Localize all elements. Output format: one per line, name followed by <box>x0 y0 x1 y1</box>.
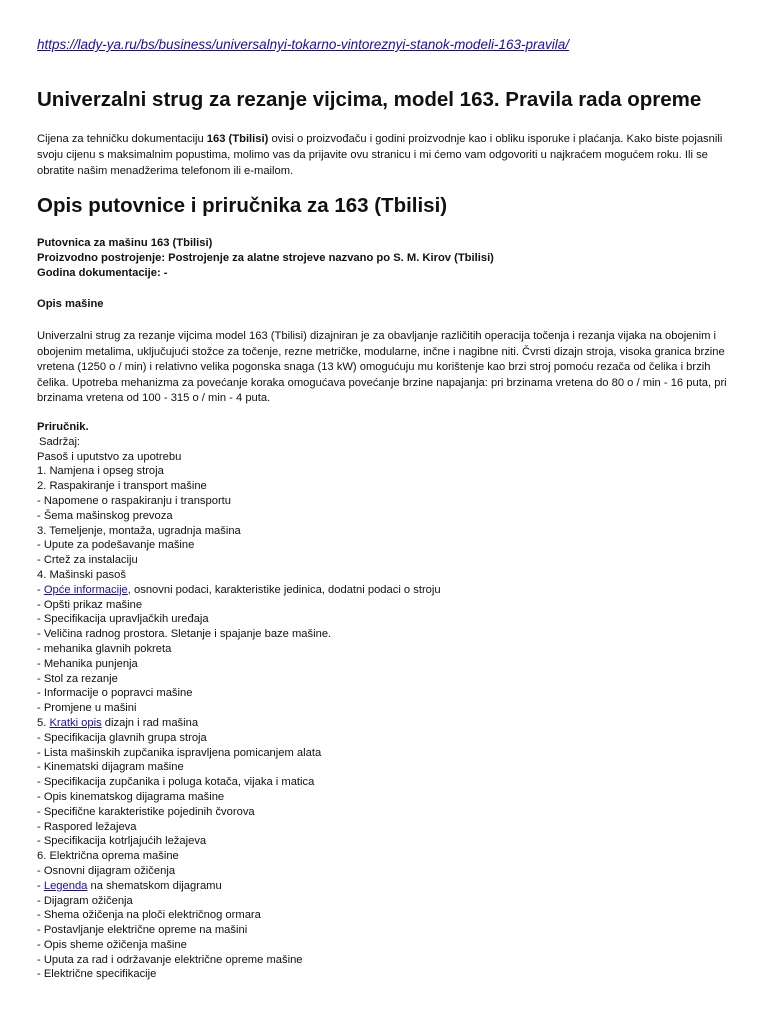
contents-item-text: 3. Temeljenje, montaža, ugradnja mašina <box>37 524 241 537</box>
contents-item <box>37 524 441 539</box>
contents-list <box>37 450 441 983</box>
contents-item <box>37 701 441 716</box>
contents-item-text: - Uputa za rad i održavanje električne opreme mašine <box>37 953 303 966</box>
machine-description-heading: Opis mašine <box>37 298 104 310</box>
contents-item-text: - Dijagram ožičenja <box>37 894 133 907</box>
contents-item-text: - Specifikacija kotrljajućih ležajeva <box>37 835 207 848</box>
contents-item <box>37 509 441 524</box>
contents-item <box>37 568 441 583</box>
contents-item <box>37 627 441 642</box>
contents-item-text: - Specifikacija upravljačkih uređaja <box>37 613 209 626</box>
contents-item-text: - Napomene o raspakiranju i transportu <box>37 494 232 507</box>
contents-item <box>37 834 441 849</box>
contents-item-text: 1. Namjena i opseg stroja <box>37 465 164 478</box>
contents-item <box>37 953 441 968</box>
contents-item <box>37 790 441 805</box>
manual-contents <box>37 420 441 982</box>
contents-item-text: - Opšti prikaz mašine <box>37 598 143 611</box>
contents-item-text: - Stol za rezanje <box>37 672 118 685</box>
machine-description: Univerzalni strug za rezanje vijcima model 163 (Tbilisi) dizajniran je za obavljanje različitih operacija točenja i rezanja vijaka na obojenim i obojenim metalima, uključujući stožce za točenje, rezne metričke, modularne, inčne i nagibne niti. Čvrsti dizajn stroja, visoka granica brzine vretena (1250 o / min) i relativno velika pogonska snaga (13 kW) omogućuju mu korištenje kao brzi stroj pomoću rezača od čelika i brzih čelika. Upotreba mehanizma za povećanje koraka omogućava povećanje brzine napajanja: pri brzinama vretena do 80 o / min - 16 puta, pri brzinama vretena od 100 - 315 o / min - 4 puta. <box>37 330 727 404</box>
contents-item <box>37 672 441 687</box>
contents-item-link[interactable]: Opće informacije <box>43 583 128 596</box>
contents-item <box>37 642 441 657</box>
page-title: Univerzalni strug za rezanje vijcima, model 163. Pravila rada opreme <box>37 88 702 111</box>
contents-item <box>37 746 441 761</box>
contents-item <box>37 760 441 775</box>
contents-item <box>37 879 441 894</box>
year-line: Godina dokumentacije: - <box>37 267 168 279</box>
contents-item <box>37 612 441 627</box>
contents-item <box>37 464 441 479</box>
contents-item-text: 5. <box>37 716 50 729</box>
contents-item-text: - Osnovni dijagram ožičenja <box>37 864 176 877</box>
contents-item-text: - <box>37 583 44 596</box>
contents-item-link[interactable]: Kratki opis <box>49 716 102 729</box>
contents-item <box>37 494 441 509</box>
contents-item-text: - Crtež za instalaciju <box>37 554 138 567</box>
contents-item-text: - Specifikacija glavnih grupa stroja <box>37 731 207 744</box>
passport-meta <box>37 236 494 281</box>
contents-item-text: - Mehanika punjenja <box>37 657 138 670</box>
intro-text-before: Cijena za tehničku dokumentaciju <box>37 133 207 145</box>
contents-item <box>37 775 441 790</box>
contents-item-text: - mehanika glavnih pokreta <box>37 642 172 655</box>
contents-item <box>37 908 441 923</box>
contents-label: Sadržaj: <box>39 435 81 448</box>
contents-item-text: - Lista mašinskih zupčanika ispravljena pomicanjem alata <box>37 746 322 759</box>
contents-item-text: - Raspored ležajeva <box>37 820 137 833</box>
contents-item <box>37 894 441 909</box>
contents-item-text: - Shema ožičenja na ploči električnog ormara <box>37 909 261 922</box>
contents-item-text: 2. Raspakiranje i transport mašine <box>37 480 207 493</box>
contents-item <box>37 820 441 835</box>
contents-item <box>37 805 441 820</box>
contents-item <box>37 938 441 953</box>
contents-item <box>37 479 441 494</box>
contents-item-text: - Postavljanje električne opreme na mašini <box>37 924 248 937</box>
contents-item-text: - Upute za podešavanje mašine <box>37 539 195 552</box>
contents-item-link[interactable]: Legenda <box>43 879 88 892</box>
contents-item-text: - Promjene u mašini <box>37 702 137 715</box>
contents-item <box>37 923 441 938</box>
contents-item <box>37 657 441 672</box>
section-title: Opis putovnice i priručnika za 163 (Tbilisi) <box>37 194 448 217</box>
intro-text-after: ovisi o proizvođaču i godini proizvodnje kao i obliku isporuke i plaćanja. Kako biste pojasnili svoju cijenu s maksimalnim popustima, molimo vas da prijavite ovu stranicu i mi ćemo vam odgovoriti u najkraćem mogućem roku. Ili se obratite našim menadžerima telefonom ili e-mailom. <box>37 133 723 177</box>
contents-item-text: 6. Električna oprema mašine <box>37 850 179 863</box>
contents-item-text: - Kinematski dijagram mašine <box>37 761 184 774</box>
contents-item <box>37 553 441 568</box>
manual-title: Priručnik. <box>37 421 89 433</box>
contents-item <box>37 583 441 598</box>
contents-item <box>37 864 441 879</box>
contents-item-text: - Informacije o popravci mašine <box>37 687 193 700</box>
passport-line: Putovnica za mašinu 163 (Tbilisi) <box>37 237 213 249</box>
contents-item-text: - Šema mašinskog prevoza <box>37 509 173 522</box>
contents-item <box>37 967 441 982</box>
contents-item <box>37 598 441 613</box>
intro-text-bold: 163 (Tbilisi) <box>206 133 269 145</box>
contents-item <box>37 450 441 465</box>
contents-item-text: Pasoš i uputstvo za upotrebu <box>37 450 182 463</box>
contents-item-text: - Električne specifikacije <box>37 968 157 981</box>
source-url-link[interactable]: https://lady-ya.ru/bs/business/universalnyi-tokarno-vintoreznyi-stanok-modeli-163-pravila/ <box>37 37 569 52</box>
contents-item-text: - Specifične karakteristike pojedinih čvorova <box>37 805 255 818</box>
contents-item-text: - Opis kinematskog dijagrama mašine <box>37 790 225 803</box>
contents-item <box>37 686 441 701</box>
contents-item-text: 4. Mašinski pasoš <box>37 568 126 581</box>
contents-item <box>37 716 441 731</box>
intro-paragraph <box>37 131 727 179</box>
producer-line: Proizvodno postrojenje: Postrojenje za alatne strojeve nazvano po S. M. Kirov (Tbilisi) <box>37 252 494 264</box>
contents-item-text: - Veličina radnog prostora. Sletanje i spajanje baze mašine. <box>37 628 332 641</box>
contents-item-text: - <box>37 879 44 892</box>
contents-item-text-after: na shematskom dijagramu <box>87 879 222 892</box>
contents-item <box>37 849 441 864</box>
contents-item-text-after: , osnovni podaci, karakteristike jedinica, dodatni podaci o stroju <box>127 583 441 596</box>
contents-item-text: - Specifikacija zupčanika i poluga kotača, vijaka i matica <box>37 776 315 789</box>
contents-item-text: - Opis sheme ožičenja mašine <box>37 938 187 951</box>
contents-item-text-after: dizajn i rad mašina <box>101 716 199 729</box>
contents-item <box>37 538 441 553</box>
contents-item <box>37 731 441 746</box>
